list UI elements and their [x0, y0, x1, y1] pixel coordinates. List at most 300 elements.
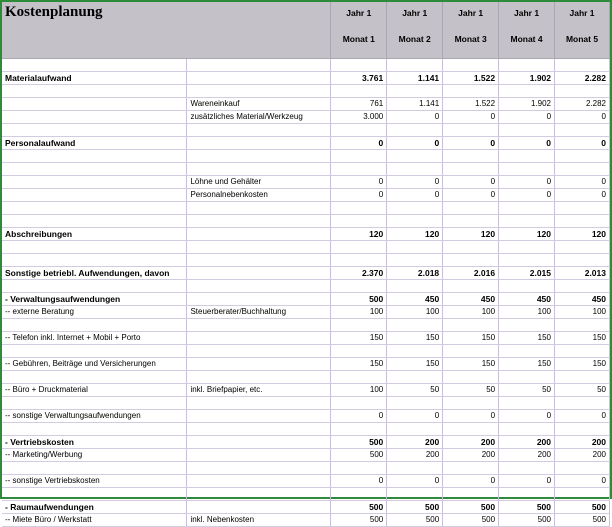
cell-empty[interactable]	[443, 319, 499, 332]
row-label[interactable]: -- Miete Büro / Werkstatt	[2, 514, 187, 527]
row-note[interactable]: Löhne und Gehälter	[187, 176, 331, 189]
cell-empty[interactable]	[387, 85, 443, 98]
row-label[interactable]: Personalaufwand	[2, 137, 187, 150]
header-cell-4[interactable]	[499, 2, 555, 59]
value-cell-month-5[interactable]: 150	[555, 332, 610, 345]
cell-empty[interactable]	[555, 241, 610, 254]
value-cell-month-1[interactable]: 0	[331, 176, 387, 189]
cell-empty[interactable]	[187, 319, 331, 332]
cell-empty[interactable]	[499, 488, 555, 501]
cell-empty[interactable]	[2, 345, 187, 358]
cell-empty[interactable]	[499, 124, 555, 137]
row-label[interactable]: - Raumaufwendungen	[2, 501, 187, 514]
value-cell-month-3[interactable]: 0	[443, 475, 499, 488]
value-cell-month-2[interactable]: 200	[387, 436, 443, 449]
cell-empty[interactable]	[387, 215, 443, 228]
cell-empty[interactable]	[387, 150, 443, 163]
cell-empty[interactable]	[331, 319, 387, 332]
cell-empty[interactable]	[443, 397, 499, 410]
cell-empty[interactable]	[555, 319, 610, 332]
sheet-title[interactable]: Kostenplanung	[2, 2, 331, 59]
spacer-row	[2, 345, 610, 358]
cell-empty[interactable]	[443, 202, 499, 215]
cell-empty[interactable]	[443, 280, 499, 293]
cell-empty[interactable]	[499, 85, 555, 98]
cell-empty[interactable]	[443, 150, 499, 163]
cell-empty[interactable]	[499, 59, 555, 72]
value-cell-month-2[interactable]: 0	[387, 137, 443, 150]
row-note[interactable]	[187, 475, 331, 488]
spacer-row	[2, 397, 610, 410]
value-cell-month-5[interactable]: 0	[555, 410, 610, 423]
cell-empty[interactable]	[555, 423, 610, 436]
cell-empty[interactable]	[387, 163, 443, 176]
cell-empty[interactable]	[187, 254, 331, 267]
value-cell-month-1[interactable]: 500	[331, 501, 387, 514]
value-cell-month-5[interactable]: 0	[555, 111, 610, 124]
spacer-row	[2, 462, 610, 475]
cell-empty[interactable]	[2, 59, 187, 72]
cell-empty[interactable]	[187, 202, 331, 215]
header-year: Jahr 1	[458, 8, 484, 18]
cell-empty[interactable]	[2, 462, 187, 475]
header-month: Monat 3	[454, 34, 487, 44]
cell-empty[interactable]	[331, 462, 387, 475]
cell-empty[interactable]	[499, 254, 555, 267]
cell-empty[interactable]	[443, 215, 499, 228]
header-year: Jahr 1	[402, 8, 428, 18]
cell-empty[interactable]	[443, 423, 499, 436]
cell-empty[interactable]	[2, 488, 187, 501]
value-cell-month-1[interactable]: 0	[331, 475, 387, 488]
header-cell-2[interactable]	[387, 2, 443, 59]
row-note[interactable]	[187, 436, 331, 449]
value-cell-month-2[interactable]: 150	[387, 358, 443, 371]
cell-empty[interactable]	[499, 371, 555, 384]
cell-empty[interactable]	[187, 85, 331, 98]
cell-empty[interactable]	[387, 319, 443, 332]
cell-empty[interactable]	[187, 423, 331, 436]
cell-empty[interactable]	[331, 124, 387, 137]
cell-empty[interactable]	[443, 254, 499, 267]
cell-empty[interactable]	[2, 397, 187, 410]
cell-empty[interactable]	[443, 488, 499, 501]
cell-empty[interactable]	[555, 150, 610, 163]
cell-empty[interactable]	[187, 371, 331, 384]
row-label[interactable]: Materialaufwand	[2, 72, 187, 85]
cell-empty[interactable]	[387, 124, 443, 137]
spacer-row	[2, 150, 610, 163]
row-note[interactable]	[187, 293, 331, 306]
cell-empty[interactable]	[555, 163, 610, 176]
cell-empty[interactable]	[555, 254, 610, 267]
row-label[interactable]: -- Telefon inkl. Internet + Mobil + Porto	[2, 332, 187, 345]
value-cell-month-5[interactable]: 500	[555, 514, 610, 527]
value-cell-month-1[interactable]: 2.370	[331, 267, 387, 280]
cell-empty[interactable]	[443, 371, 499, 384]
value-cell-month-3[interactable]: 0	[443, 137, 499, 150]
table-row	[2, 189, 610, 202]
cell-empty[interactable]	[387, 241, 443, 254]
value-cell-month-3[interactable]: 2.016	[443, 267, 499, 280]
cell-empty[interactable]	[331, 254, 387, 267]
cell-empty[interactable]	[387, 202, 443, 215]
cell-empty[interactable]	[499, 462, 555, 475]
cell-empty[interactable]	[331, 85, 387, 98]
value-cell-month-2[interactable]: 1.141	[387, 72, 443, 85]
cell-empty[interactable]	[555, 371, 610, 384]
spacer-row	[2, 488, 610, 501]
value-cell-month-4[interactable]: 0	[499, 410, 555, 423]
value-cell-month-4[interactable]: 1.902	[499, 98, 555, 111]
cell-empty[interactable]	[555, 85, 610, 98]
cell-empty[interactable]	[187, 163, 331, 176]
cell-empty[interactable]	[187, 462, 331, 475]
value-cell-month-2[interactable]: 1.141	[387, 98, 443, 111]
row-note[interactable]: zusätzliches Material/Werkzeug	[187, 111, 331, 124]
cell-empty[interactable]	[443, 163, 499, 176]
value-cell-month-3[interactable]: 1.522	[443, 72, 499, 85]
cell-empty[interactable]	[499, 202, 555, 215]
value-cell-month-4[interactable]: 150	[499, 332, 555, 345]
cell-empty[interactable]	[331, 423, 387, 436]
cell-empty[interactable]	[2, 423, 187, 436]
cell-empty[interactable]	[187, 59, 331, 72]
spacer-row	[2, 59, 610, 72]
spacer-row	[2, 371, 610, 384]
cell-empty[interactable]	[187, 397, 331, 410]
row-note[interactable]	[187, 137, 331, 150]
header-year: Jahr 1	[514, 8, 540, 18]
table-row	[2, 501, 610, 514]
cell-empty[interactable]	[387, 488, 443, 501]
value-cell-month-3[interactable]: 200	[443, 436, 499, 449]
value-cell-month-4[interactable]: 500	[499, 501, 555, 514]
row-note[interactable]	[187, 72, 331, 85]
row-label[interactable]: -- Gebühren, Beiträge und Versicherungen	[2, 358, 187, 371]
value-cell-month-5[interactable]: 200	[555, 449, 610, 462]
value-cell-month-4[interactable]: 0	[499, 137, 555, 150]
value-cell-month-5[interactable]: 2.282	[555, 98, 610, 111]
value-cell-month-1[interactable]: 0	[331, 137, 387, 150]
value-cell-month-4[interactable]: 450	[499, 293, 555, 306]
value-cell-month-3[interactable]: 0	[443, 176, 499, 189]
value-cell-month-1[interactable]: 500	[331, 293, 387, 306]
cell-empty[interactable]	[555, 488, 610, 501]
value-cell-month-5[interactable]: 200	[555, 436, 610, 449]
row-note[interactable]: inkl. Nebenkosten	[187, 514, 331, 527]
table-row	[2, 332, 610, 345]
value-cell-month-4[interactable]: 100	[499, 306, 555, 319]
table-row	[2, 410, 610, 423]
cell-empty[interactable]	[2, 85, 187, 98]
cell-empty[interactable]	[499, 345, 555, 358]
cell-empty[interactable]	[555, 345, 610, 358]
row-label[interactable]: -- externe Beratung	[2, 306, 187, 319]
value-cell-month-1[interactable]: 100	[331, 306, 387, 319]
value-cell-month-2[interactable]: 450	[387, 293, 443, 306]
value-cell-month-2[interactable]: 50	[387, 384, 443, 397]
cell-empty[interactable]	[387, 397, 443, 410]
table-row	[2, 98, 610, 111]
cell-empty[interactable]	[2, 202, 187, 215]
table-row	[2, 176, 610, 189]
table-row	[2, 449, 610, 462]
cell-empty[interactable]	[2, 215, 187, 228]
value-cell-month-3[interactable]: 150	[443, 332, 499, 345]
cell-empty[interactable]	[187, 124, 331, 137]
value-cell-month-4[interactable]: 2.015	[499, 267, 555, 280]
value-cell-month-1[interactable]: 761	[331, 98, 387, 111]
value-cell-month-3[interactable]: 0	[443, 111, 499, 124]
spacer-row	[2, 254, 610, 267]
cell-empty[interactable]	[555, 215, 610, 228]
value-cell-month-5[interactable]: 0	[555, 137, 610, 150]
value-cell-month-5[interactable]: 0	[555, 176, 610, 189]
spacer-row	[2, 319, 610, 332]
cell-empty[interactable]	[187, 345, 331, 358]
value-cell-month-1[interactable]: 3.000	[331, 111, 387, 124]
cell-empty[interactable]	[331, 397, 387, 410]
value-cell-month-3[interactable]: 0	[443, 410, 499, 423]
value-cell-month-5[interactable]: 150	[555, 358, 610, 371]
row-note[interactable]	[187, 449, 331, 462]
value-cell-month-3[interactable]: 100	[443, 306, 499, 319]
value-cell-month-2[interactable]: 150	[387, 332, 443, 345]
cell-empty[interactable]	[331, 241, 387, 254]
row-note[interactable]	[187, 332, 331, 345]
value-cell-month-5[interactable]: 2.282	[555, 72, 610, 85]
row-label[interactable]	[2, 98, 187, 111]
header-month: Monat 5	[565, 34, 599, 44]
value-cell-month-3[interactable]: 120	[443, 228, 499, 241]
spacer-row	[2, 215, 610, 228]
table-row	[2, 228, 610, 241]
value-cell-month-2[interactable]: 500	[387, 514, 443, 527]
header-month: Monat 1	[342, 34, 375, 44]
cell-empty[interactable]	[499, 163, 555, 176]
cell-empty[interactable]	[443, 345, 499, 358]
cell-empty[interactable]	[499, 423, 555, 436]
cell-empty[interactable]	[499, 241, 555, 254]
value-cell-month-3[interactable]: 500	[443, 514, 499, 527]
header-month: Monat 4	[510, 34, 543, 44]
header-cell-1[interactable]	[331, 2, 387, 59]
cell-empty[interactable]	[387, 280, 443, 293]
table-row	[2, 267, 610, 280]
value-cell-month-5[interactable]: 2.013	[555, 267, 610, 280]
row-note[interactable]: Steuerberater/Buchhaltung	[187, 306, 331, 319]
cell-empty[interactable]	[387, 345, 443, 358]
cell-empty[interactable]	[2, 371, 187, 384]
value-cell-month-4[interactable]: 120	[499, 228, 555, 241]
spacer-row	[2, 85, 610, 98]
header-month: Monat 2	[398, 34, 431, 44]
row-label[interactable]: - Verwaltungsaufwendungen	[2, 293, 187, 306]
cell-empty[interactable]	[331, 150, 387, 163]
row-label[interactable]	[2, 189, 187, 202]
cell-empty[interactable]	[187, 150, 331, 163]
cell-empty[interactable]	[387, 254, 443, 267]
cell-empty[interactable]	[331, 202, 387, 215]
cell-empty[interactable]	[331, 163, 387, 176]
cell-empty[interactable]	[499, 215, 555, 228]
cell-empty[interactable]	[331, 371, 387, 384]
value-cell-month-1[interactable]: 100	[331, 384, 387, 397]
row-label[interactable]: Abschreibungen	[2, 228, 187, 241]
cell-empty[interactable]	[499, 397, 555, 410]
table-row	[2, 111, 610, 124]
cell-empty[interactable]	[331, 59, 387, 72]
table-row	[2, 306, 610, 319]
table-row	[2, 137, 610, 150]
cell-empty[interactable]	[555, 462, 610, 475]
value-cell-month-3[interactable]: 1.522	[443, 98, 499, 111]
cell-empty[interactable]	[387, 462, 443, 475]
cell-empty[interactable]	[187, 241, 331, 254]
cell-empty[interactable]	[2, 163, 187, 176]
value-cell-month-1[interactable]: 150	[331, 358, 387, 371]
value-cell-month-3[interactable]: 150	[443, 358, 499, 371]
row-note[interactable]: Personalnebenkosten	[187, 189, 331, 202]
cell-empty[interactable]	[187, 215, 331, 228]
cell-empty[interactable]	[387, 423, 443, 436]
value-cell-month-4[interactable]: 0	[499, 189, 555, 202]
value-cell-month-2[interactable]: 0	[387, 475, 443, 488]
cell-empty[interactable]	[2, 124, 187, 137]
value-cell-month-3[interactable]: 200	[443, 449, 499, 462]
value-cell-month-4[interactable]: 0	[499, 475, 555, 488]
value-cell-month-5[interactable]: 120	[555, 228, 610, 241]
cell-empty[interactable]	[555, 397, 610, 410]
value-cell-month-4[interactable]: 200	[499, 436, 555, 449]
table-row	[2, 384, 610, 397]
value-cell-month-1[interactable]: 3.761	[331, 72, 387, 85]
row-label[interactable]	[2, 111, 187, 124]
cell-empty[interactable]	[331, 280, 387, 293]
row-label[interactable]: -- sonstige Verwaltungsaufwendungen	[2, 410, 187, 423]
spacer-row	[2, 423, 610, 436]
value-cell-month-4[interactable]: 50	[499, 384, 555, 397]
spacer-row	[2, 241, 610, 254]
cell-empty[interactable]	[555, 59, 610, 72]
value-cell-month-1[interactable]: 150	[331, 332, 387, 345]
cell-empty[interactable]	[499, 150, 555, 163]
row-note[interactable]	[187, 501, 331, 514]
cell-empty[interactable]	[555, 280, 610, 293]
value-cell-month-4[interactable]: 200	[499, 449, 555, 462]
value-cell-month-5[interactable]: 0	[555, 189, 610, 202]
value-cell-month-4[interactable]: 500	[499, 514, 555, 527]
cell-empty[interactable]	[555, 202, 610, 215]
value-cell-month-4[interactable]: 150	[499, 358, 555, 371]
cell-empty[interactable]	[443, 124, 499, 137]
cell-empty[interactable]	[2, 241, 187, 254]
spacer-row	[2, 163, 610, 176]
cell-empty[interactable]	[2, 280, 187, 293]
row-label[interactable]: -- sonstige Vertriebskosten	[2, 475, 187, 488]
row-note[interactable]	[187, 228, 331, 241]
value-cell-month-3[interactable]: 500	[443, 501, 499, 514]
value-cell-month-2[interactable]: 0	[387, 111, 443, 124]
value-cell-month-5[interactable]: 0	[555, 475, 610, 488]
cell-empty[interactable]	[187, 488, 331, 501]
cell-empty[interactable]	[555, 124, 610, 137]
row-note[interactable]	[187, 358, 331, 371]
table-row	[2, 436, 610, 449]
value-cell-month-3[interactable]: 0	[443, 189, 499, 202]
row-label[interactable]	[2, 176, 187, 189]
value-cell-month-2[interactable]: 0	[387, 176, 443, 189]
cell-empty[interactable]	[387, 59, 443, 72]
value-cell-month-5[interactable]: 450	[555, 293, 610, 306]
value-cell-month-2[interactable]: 200	[387, 449, 443, 462]
row-label[interactable]: Sonstige betriebl. Aufwendungen, davon	[2, 267, 187, 280]
value-cell-month-3[interactable]: 50	[443, 384, 499, 397]
cost-planning-table	[2, 2, 610, 527]
value-cell-month-3[interactable]: 450	[443, 293, 499, 306]
cell-empty[interactable]	[499, 280, 555, 293]
value-cell-month-1[interactable]: 500	[331, 449, 387, 462]
cell-empty[interactable]	[331, 488, 387, 501]
value-cell-month-2[interactable]: 120	[387, 228, 443, 241]
header-row	[2, 2, 610, 59]
cell-empty[interactable]	[443, 462, 499, 475]
value-cell-month-1[interactable]: 120	[331, 228, 387, 241]
cell-empty[interactable]	[331, 215, 387, 228]
value-cell-month-5[interactable]: 100	[555, 306, 610, 319]
spacer-row	[2, 202, 610, 215]
value-cell-month-2[interactable]: 500	[387, 501, 443, 514]
cell-empty[interactable]	[2, 150, 187, 163]
table-row	[2, 358, 610, 371]
cell-empty[interactable]	[443, 85, 499, 98]
header-year: Jahr 1	[569, 8, 595, 18]
value-cell-month-2[interactable]: 2.018	[387, 267, 443, 280]
value-cell-month-4[interactable]: 0	[499, 111, 555, 124]
row-note[interactable]	[187, 410, 331, 423]
value-cell-month-1[interactable]: 0	[331, 189, 387, 202]
spacer-row	[2, 124, 610, 137]
row-note[interactable]: inkl. Briefpapier, etc.	[187, 384, 331, 397]
value-cell-month-4[interactable]: 0	[499, 176, 555, 189]
cell-empty[interactable]	[443, 59, 499, 72]
row-note[interactable]: Wareneinkauf	[187, 98, 331, 111]
header-cell-3[interactable]	[443, 2, 499, 59]
value-cell-month-1[interactable]: 500	[331, 514, 387, 527]
value-cell-month-2[interactable]: 0	[387, 189, 443, 202]
row-label[interactable]: - Vertriebskosten	[2, 436, 187, 449]
cell-empty[interactable]	[187, 280, 331, 293]
value-cell-month-5[interactable]: 50	[555, 384, 610, 397]
row-label[interactable]: -- Büro + Druckmaterial	[2, 384, 187, 397]
cell-empty[interactable]	[499, 319, 555, 332]
header-cell-5[interactable]	[555, 2, 610, 59]
value-cell-month-5[interactable]: 500	[555, 501, 610, 514]
cell-empty[interactable]	[387, 371, 443, 384]
cell-empty[interactable]	[331, 345, 387, 358]
value-cell-month-1[interactable]: 0	[331, 410, 387, 423]
value-cell-month-4[interactable]: 1.902	[499, 72, 555, 85]
cell-empty[interactable]	[2, 254, 187, 267]
value-cell-month-2[interactable]: 0	[387, 410, 443, 423]
cell-empty[interactable]	[443, 241, 499, 254]
value-cell-month-2[interactable]: 100	[387, 306, 443, 319]
row-label[interactable]: -- Marketing/Werbung	[2, 449, 187, 462]
cell-empty[interactable]	[2, 319, 187, 332]
value-cell-month-1[interactable]: 500	[331, 436, 387, 449]
row-note[interactable]	[187, 267, 331, 280]
